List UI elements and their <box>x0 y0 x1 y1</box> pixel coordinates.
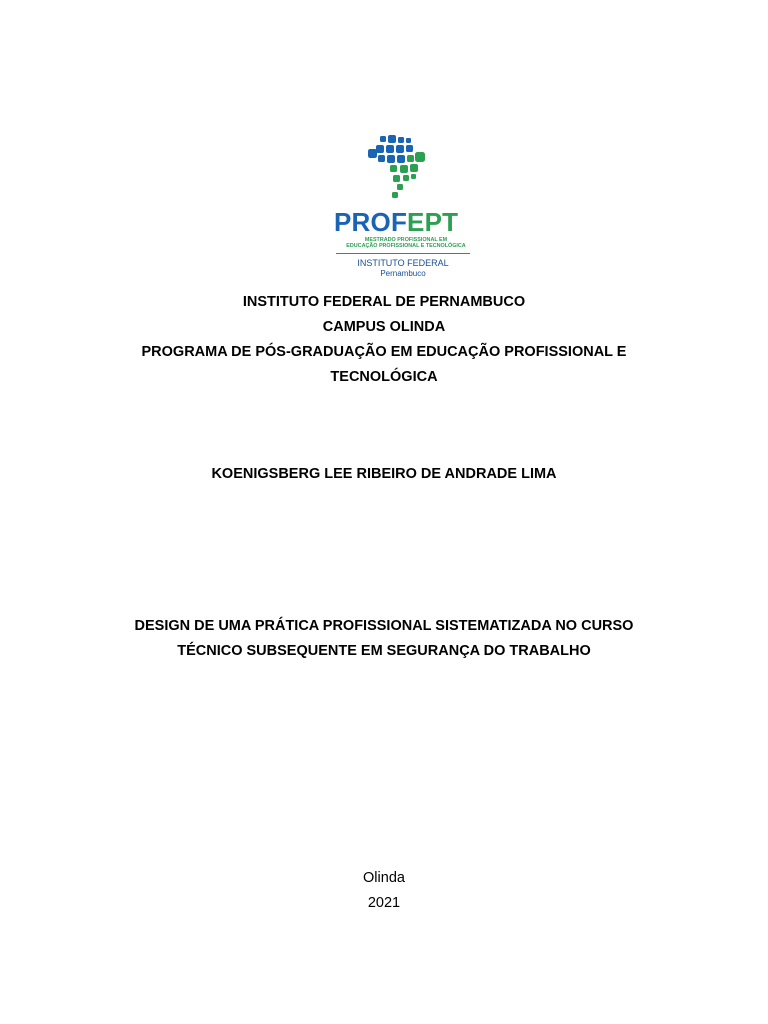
program-name-line2: TECNOLÓGICA <box>330 369 438 385</box>
author-block <box>0 462 768 487</box>
program-name-line1: PROGRAMA DE PÓS-GRADUAÇÃO EM EDUCAÇÃO PROFISSIONAL E <box>141 344 627 360</box>
thesis-title-line2: TÉCNICO SUBSEQUENTE EM SEGURANÇA DO TRABALHO <box>177 643 591 659</box>
logo-subtitle <box>336 237 476 250</box>
logo-wordmark <box>334 208 458 236</box>
logo-campus: Pernambuco <box>380 269 426 278</box>
cover-footer <box>0 866 768 916</box>
thesis-title-line1: DESIGN DE UMA PRÁTICA PROFISSIONAL SISTEMATIZADA NO CURSO <box>134 618 634 634</box>
author-name: KOENIGSBERG LEE RIBEIRO DE ANDRADE LIMA <box>211 466 557 482</box>
institution-name: INSTITUTO FEDERAL DE PERNAMBUCO <box>242 294 526 310</box>
city: Olinda <box>363 870 405 886</box>
brazil-map-icon <box>318 128 488 208</box>
logo-wordmark-prof: PROF <box>334 207 408 237</box>
campus-name: CAMPUS OLINDA <box>322 319 446 335</box>
logo-divider <box>336 253 470 254</box>
thesis-title <box>0 614 768 664</box>
logo-mosaic <box>368 135 413 163</box>
institution-block <box>0 290 768 390</box>
profept-logo <box>318 128 488 286</box>
logo-subtitle-line2: EDUCAÇÃO PROFISSIONAL E TECNOLÓGICA <box>346 243 466 250</box>
logo-institute: INSTITUTO FEDERAL <box>357 258 449 268</box>
logo-wordmark-ept: EPT <box>407 207 459 237</box>
logo-subtitle-line1: MESTRADO PROFISSIONAL EM <box>364 237 448 243</box>
year: 2021 <box>367 895 401 911</box>
